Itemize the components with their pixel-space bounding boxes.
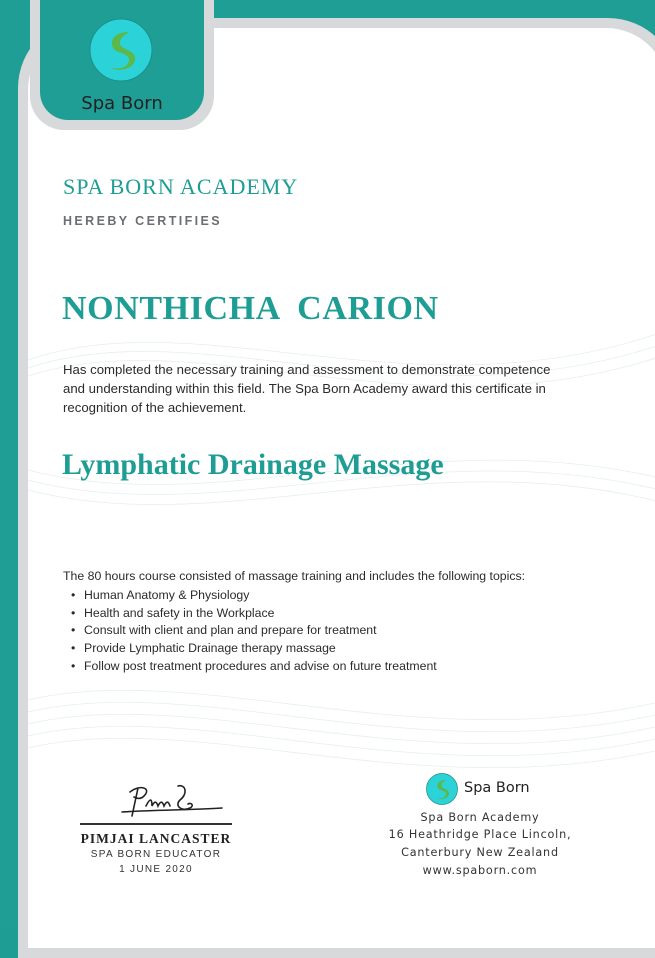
achievement-statement: Has completed the necessary training and assessment to demonstrate competence and understanding within this field. The Spa Born Academy award this certificate in recognition of the achievement. [63, 362, 551, 415]
topics-intro: The 80 hours course consisted of massage training and includes the following topics: [63, 569, 526, 583]
topic-item: • Health and safety in the Workplace [70, 605, 437, 623]
spa-born-leaf-logo-icon [89, 18, 153, 82]
topic-item: • Consult with client and plan and prepare for treatment [70, 622, 437, 640]
academy-title: SPA BORN ACADEMY [63, 174, 299, 199]
topic-item: • Provide Lymphatic Drainage therapy massage [70, 640, 437, 658]
signature-line [80, 823, 232, 825]
educator-title: SPA BORN EDUCATOR [90, 849, 222, 860]
address-line: 16 Heathridge Place Lincoln, [388, 828, 572, 841]
educator-signature [82, 780, 232, 820]
course-title: Lymphatic Drainage Massage [62, 448, 444, 481]
certificate-date: 1 JUNE 2020 [119, 864, 193, 875]
topic-item: • Human Anatomy & Physiology [70, 587, 437, 605]
address-line: Spa Born Academy [420, 811, 540, 824]
certifies-subtitle: HEREBY CERTIFIES [63, 214, 223, 228]
recipient-name: NONTHICHA CARION [62, 290, 439, 327]
badge-brand-name: Spa Born [81, 93, 163, 114]
address-line: Canterbury New Zealand [401, 846, 559, 859]
website-link[interactable]: www.spaborn.com [422, 864, 538, 877]
spa-born-leaf-logo-small-icon [426, 773, 458, 805]
footer-brand-name: Spa Born [464, 780, 530, 796]
educator-name: PIMJAI LANCASTER [80, 831, 232, 846]
topics-list [70, 587, 437, 676]
topic-item: • Follow post treatment procedures and advise on future treatment [70, 658, 437, 676]
